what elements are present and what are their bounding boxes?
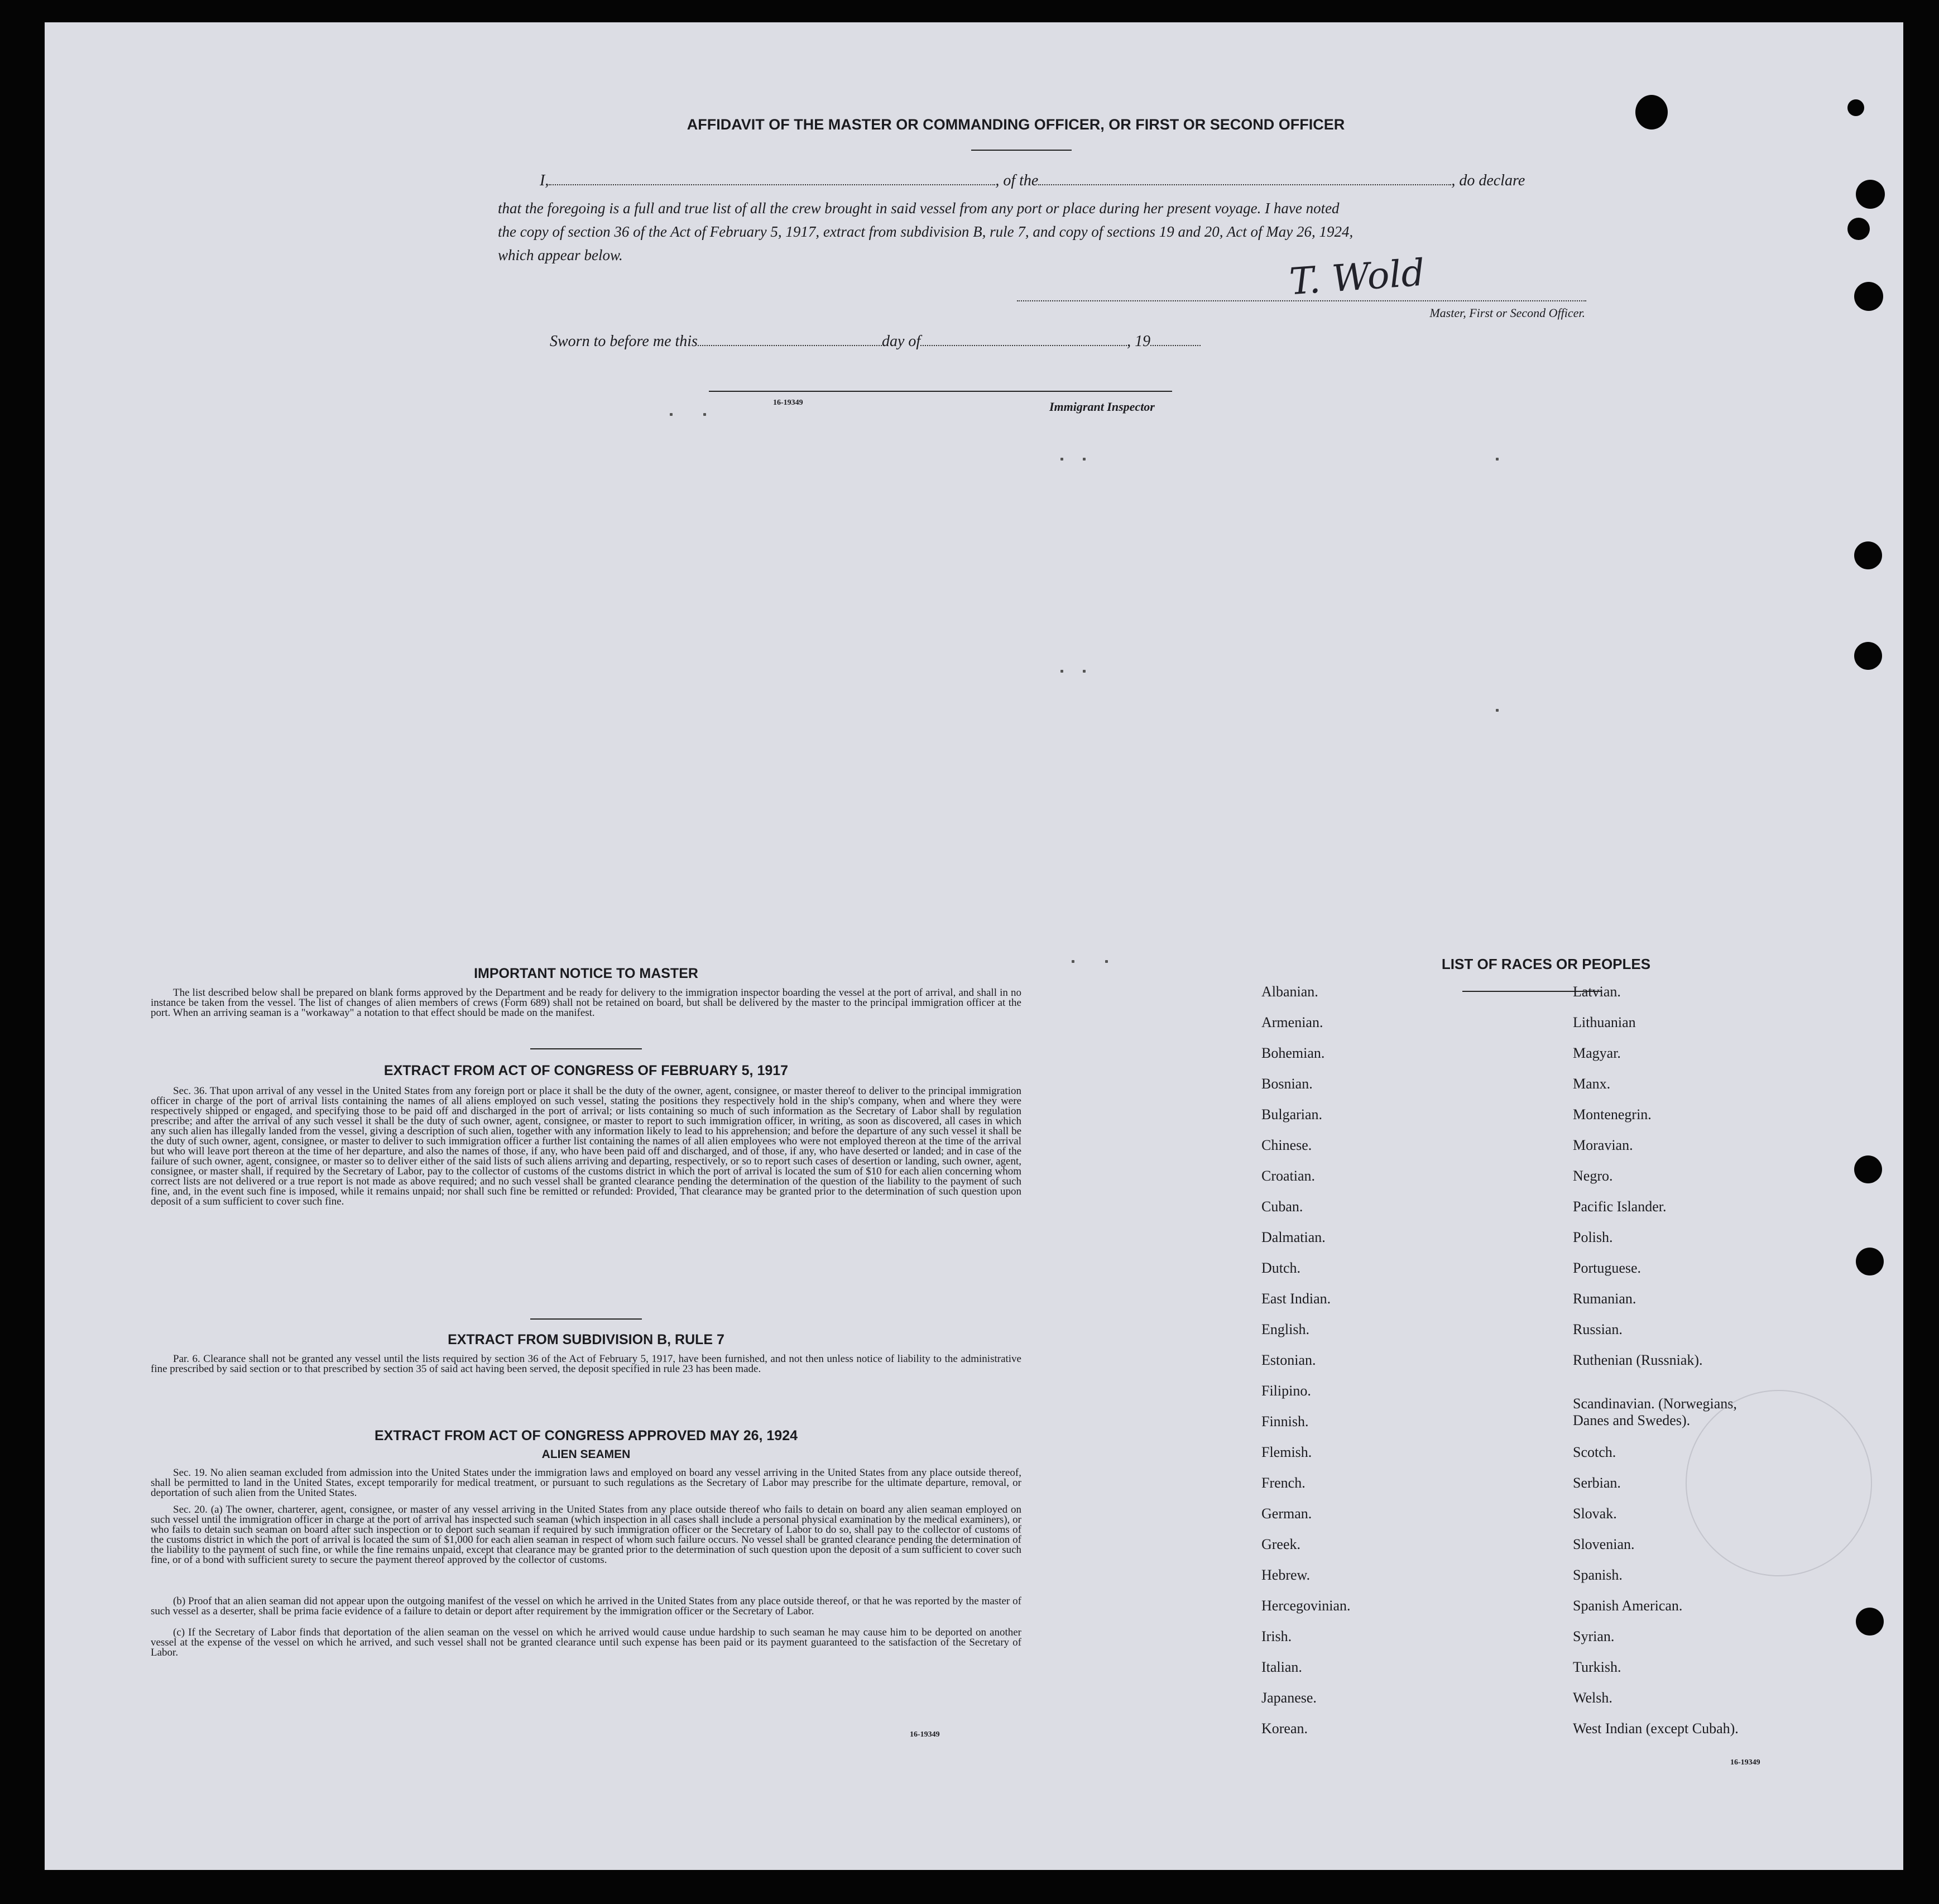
sworn-month-blank[interactable] bbox=[920, 345, 1127, 346]
form-page bbox=[45, 22, 1903, 1870]
race-left: Croatian. bbox=[1261, 1168, 1316, 1184]
extract-form-number: 16-19349 bbox=[910, 1730, 940, 1739]
sworn-line bbox=[550, 333, 1331, 351]
sec-20c-text: (c) If the Secretary of Labor finds that deportation of the alien seaman on the vessel on which he arrived would cause undue hardship to such seaman he may cause him to be deported on another vessel at the expense of the vessel on which he arrived, and such vessel shall not be granted clearance until such expense has been paid or its payment guaranteed to the satisfaction of the Secretary of Labor. bbox=[151, 1627, 1021, 1658]
embossed-seal bbox=[1686, 1390, 1872, 1576]
race-right: Montenegrin. bbox=[1573, 1106, 1652, 1123]
race-left: Flemish. bbox=[1261, 1444, 1312, 1460]
sworn-day-blank[interactable] bbox=[698, 345, 882, 346]
year-label: , 19 bbox=[1127, 333, 1151, 350]
race-right: Turkish. bbox=[1573, 1659, 1621, 1675]
affidavit-title: AFFIDAVIT OF THE MASTER OR COMMANDING OFFICER, OR FIRST OR SECOND OFFICER bbox=[687, 116, 1345, 133]
race-left: Estonian. bbox=[1261, 1352, 1316, 1368]
of-the-label: , of the bbox=[995, 172, 1039, 189]
signature: T. Wold bbox=[1288, 251, 1427, 304]
race-right: Slovak. bbox=[1573, 1505, 1617, 1522]
punch-hole bbox=[1635, 95, 1668, 130]
race-right: Negro. bbox=[1573, 1168, 1613, 1184]
race-right: Scandinavian. (Norwegians, Danes and Swedes). bbox=[1573, 1395, 1737, 1428]
race-left: Hercegovinian. bbox=[1261, 1598, 1351, 1614]
punch-hole bbox=[1856, 1248, 1884, 1275]
notice-text: The list described below shall be prepared on blank forms approved by the Department and be ready for delivery to the immigration inspector boarding the vessel at the port of arrival, and shall in no instance be taken from the vessel. The list of changes of alien members of crews (Form 689) shall not be retained on board, but shall be delivered by the master to the principal immigration officer at the port. When an arriving seaman is a "workaway" a notation to that effect should be made on the manifest. bbox=[151, 987, 1021, 1019]
punch-hole bbox=[1847, 218, 1870, 240]
declaration-line-1 bbox=[540, 172, 1589, 190]
punch-hole bbox=[1854, 541, 1882, 569]
inspector-signature-line bbox=[709, 391, 1172, 392]
race-right: West Indian (except Cubah). bbox=[1573, 1720, 1739, 1737]
sec-20a-text: Sec. 20. (a) The owner, charterer, agent, consignee, or master of any vessel arriving in the United States from any place outside thereof who fails to detain on board any alien seaman employed on such vessel until the immigration officer in charge at the port of arrival has inspected such seaman (which inspection in all cases shall include a personal physical examination by the medical examiners), or who fails to detain such seaman on board after such inspection or to deport such seaman if required by such immigration officer or the Secretary of Labor to do so, shall pay to the collector of customs of the customs district in which the port of arrival is located the sum of $1,000 for each alien seaman in respect of whom such failure occurs. No vessel shall be granted clearance pending the determination of the liability to the payment of such fine, or while the fine remains unpaid, except that clearance may be granted prior to the determination of such question upon the deposit of a sum sufficient to cover such fine, or of a bond with sufficient surety to secure the payment thereof approved by the collector of customs. bbox=[151, 1504, 1021, 1566]
race-right: Moravian. bbox=[1573, 1137, 1633, 1153]
race-right: Syrian. bbox=[1573, 1628, 1615, 1644]
race-right: Portuguese. bbox=[1573, 1260, 1642, 1276]
extract-1924-title: EXTRACT FROM ACT OF CONGRESS APPROVED MAY 26, 1924 bbox=[374, 1428, 798, 1443]
scan-fleck bbox=[703, 413, 706, 416]
scan-fleck bbox=[670, 413, 673, 416]
punch-hole bbox=[1856, 1608, 1884, 1636]
declaration-body-line-2: the copy of section 36 of the Act of February 5, 1917, extract from subdivision B, rule 7, and copy of sections 19 and 20, Act of May 26, 1924, bbox=[498, 223, 1354, 240]
title-divider bbox=[971, 150, 1072, 151]
sec-19-text: Sec. 19. No alien seaman excluded from admission into the United States under the immigration laws and employed on board any vessel arriving in the United States from any place outside thereof, shall be permitted to land in the United States, except temporarily for medical treatment, or pursuant to such regulations as the Secretary of Labor may prescribe for the ultimate departure, removal, or deportation of such alien from the United States. bbox=[151, 1467, 1021, 1499]
race-left: Bohemian. bbox=[1261, 1045, 1325, 1061]
race-right: Spanish. bbox=[1573, 1567, 1623, 1583]
notice-title: IMPORTANT NOTICE TO MASTER bbox=[474, 966, 698, 981]
race-left: German. bbox=[1261, 1505, 1312, 1522]
scan-fleck bbox=[1072, 960, 1074, 963]
punch-hole bbox=[1856, 180, 1885, 209]
races-title: LIST OF RACES OR PEOPLES bbox=[1441, 956, 1651, 972]
declaration-body bbox=[498, 196, 1592, 267]
race-left: Finnish. bbox=[1261, 1413, 1309, 1430]
scan-fleck bbox=[1496, 709, 1499, 712]
race-left: Albanian. bbox=[1261, 984, 1318, 1000]
scan-fleck bbox=[1496, 458, 1499, 461]
race-left: Chinese. bbox=[1261, 1137, 1312, 1153]
race-right: Manx. bbox=[1573, 1076, 1611, 1092]
punch-hole bbox=[1854, 1155, 1882, 1183]
race-left: East Indian. bbox=[1261, 1291, 1331, 1307]
divider-1 bbox=[530, 1048, 642, 1049]
race-right: Magyar. bbox=[1573, 1045, 1621, 1061]
scan-fleck bbox=[1105, 960, 1108, 963]
races-form-number: 16-19349 bbox=[1730, 1758, 1760, 1767]
affidavit-form-number: 16-19349 bbox=[773, 399, 803, 407]
race-right: Lithuanian bbox=[1573, 1014, 1636, 1030]
sworn-year-blank[interactable] bbox=[1150, 345, 1201, 346]
extract-rule7-text: Par. 6. Clearance shall not be granted any vessel until the lists required by section 36 of the Act of February 5, 1917, have been furnished, and not then unless notice of liability to the administrative fine prescribed by said section or to that prescribed by section 35 of said act having been served, the deposit specified in rule 23 has been made. bbox=[151, 1353, 1021, 1375]
punch-hole bbox=[1854, 642, 1882, 670]
race-right: Polish. bbox=[1573, 1229, 1613, 1245]
race-left: Cuban. bbox=[1261, 1198, 1303, 1215]
scan-fleck bbox=[1060, 458, 1063, 461]
race-right: Slovenian. bbox=[1573, 1536, 1635, 1552]
scan-fleck bbox=[1060, 670, 1063, 673]
scan-fleck bbox=[1083, 458, 1086, 461]
race-left: Irish. bbox=[1261, 1628, 1292, 1644]
vessel-blank[interactable] bbox=[1038, 184, 1451, 185]
extract-1917-text: Sec. 36. That upon arrival of any vessel in the United States from any foreign port or place it shall be the duty of the owner, agent, consignee, or master thereof to deliver to the principal immigration officer in charge of the port of arrival lists containing the names of all aliens employed on such vessel, stating the positions they respectively hold in the ship's company, when and where they were respectively shipped or engaged, and specifying those to be paid off and discharged in the port of arrival; or lists containing so much of such information as the Secretary of Labor shall by regulation prescribe; and after the arrival of any such vessel it shall be the duty of such owner, agent, consignee, or master to report to such immigration officer, in writing, as soon as discovered, all cases in which any such alien has illegally landed from the vessel, giving a description of such alien, together with any information likely to lead to his apprehension; and before the departure of any such vessel it shall be the duty of such owner, agent, consignee, or master to deliver to such immigration officer a further list containing the names of all alien employees who were not employed thereon at the time of the arrival but who will leave port thereon at the time of her departure, and also the names of those, if any, who have been paid off and discharged, and of those, if any, who have deserted or landed; and in case of the failure of such owner, agent, consignee, or master so to deliver either of the said lists of such aliens arriving and departing, respectively, or so to report such cases of desertion or landing, such owner, agent, consignee, or master shall, if required by the Secretary of Labor, pay to the collector of customs of the customs district in which the port of arrival is located the sum of $10 for each alien concerning whom correct lists are not delivered or a true report is not made as above required; and no such vessel shall be granted clearance pending the determination of the question of the liability to the payment of such fine, and, in the event such fine is imposed, while it remains unpaid; nor shall such fine be remitted or refunded: Provided, That clearance may be granted prior to the determination of such question upon deposit of a sum sufficient to cover such fine. bbox=[151, 1085, 1021, 1207]
race-right: Scotch. bbox=[1573, 1444, 1616, 1460]
race-left: Filipino. bbox=[1261, 1383, 1311, 1399]
alien-seamen-subtitle: ALIEN SEAMEN bbox=[541, 1448, 631, 1461]
scan-fleck bbox=[1083, 670, 1086, 673]
declaration-body-line-1: that the foregoing is a full and true list of all the crew brought in said vessel from any port or place during her present voyage. I have noted bbox=[498, 200, 1340, 217]
divider-2 bbox=[530, 1318, 642, 1320]
race-right: Ruthenian (Russniak). bbox=[1573, 1352, 1703, 1368]
race-left: Japanese. bbox=[1261, 1690, 1317, 1706]
punch-hole bbox=[1847, 99, 1864, 116]
i-label: I, bbox=[540, 172, 549, 189]
race-left: English. bbox=[1261, 1321, 1309, 1337]
race-right: Latvian. bbox=[1573, 984, 1621, 1000]
race-right: Spanish American. bbox=[1573, 1598, 1683, 1614]
race-left: Korean. bbox=[1261, 1720, 1308, 1737]
sworn-label: Sworn to before me this bbox=[550, 333, 698, 350]
race-left: Dutch. bbox=[1261, 1260, 1301, 1276]
race-left: Bosnian. bbox=[1261, 1076, 1313, 1092]
race-left: Italian. bbox=[1261, 1659, 1302, 1675]
race-left: Dalmatian. bbox=[1261, 1229, 1326, 1245]
race-right: Welsh. bbox=[1573, 1690, 1612, 1706]
name-blank[interactable] bbox=[549, 184, 995, 185]
race-right: Pacific Islander. bbox=[1573, 1198, 1667, 1215]
inspector-caption: Immigrant Inspector bbox=[1049, 400, 1155, 414]
do-declare-label: , do declare bbox=[1451, 172, 1525, 189]
day-of-label: day of bbox=[881, 333, 921, 350]
sec-20b-text: (b) Proof that an alien seaman did not appear upon the outgoing manifest of the vessel on which he arrived in the United States from any place outside thereof, or that he was reported by the master of such vessel as a deserter, shall be prima facie evidence of a failure to detain or deport after requirement by the immigration officer or the Secretary of Labor. bbox=[151, 1595, 1021, 1617]
race-right: Rumanian. bbox=[1573, 1291, 1636, 1307]
declaration-body-line-3: which appear below. bbox=[498, 247, 623, 263]
race-left: Bulgarian. bbox=[1261, 1106, 1323, 1123]
race-right: Russian. bbox=[1573, 1321, 1623, 1337]
race-left: Hebrew. bbox=[1261, 1567, 1311, 1583]
race-left: French. bbox=[1261, 1475, 1306, 1491]
punch-hole bbox=[1854, 282, 1883, 311]
race-right: Serbian. bbox=[1573, 1475, 1621, 1491]
race-left: Armenian. bbox=[1261, 1014, 1323, 1030]
extract-rule7-title: EXTRACT FROM SUBDIVISION B, RULE 7 bbox=[448, 1332, 724, 1347]
race-left: Greek. bbox=[1261, 1536, 1301, 1552]
signature-caption: Master, First or Second Officer. bbox=[1429, 306, 1585, 320]
extract-1917-title: EXTRACT FROM ACT OF CONGRESS OF FEBRUARY 5, 1917 bbox=[383, 1063, 789, 1078]
signature-line bbox=[1017, 300, 1586, 301]
